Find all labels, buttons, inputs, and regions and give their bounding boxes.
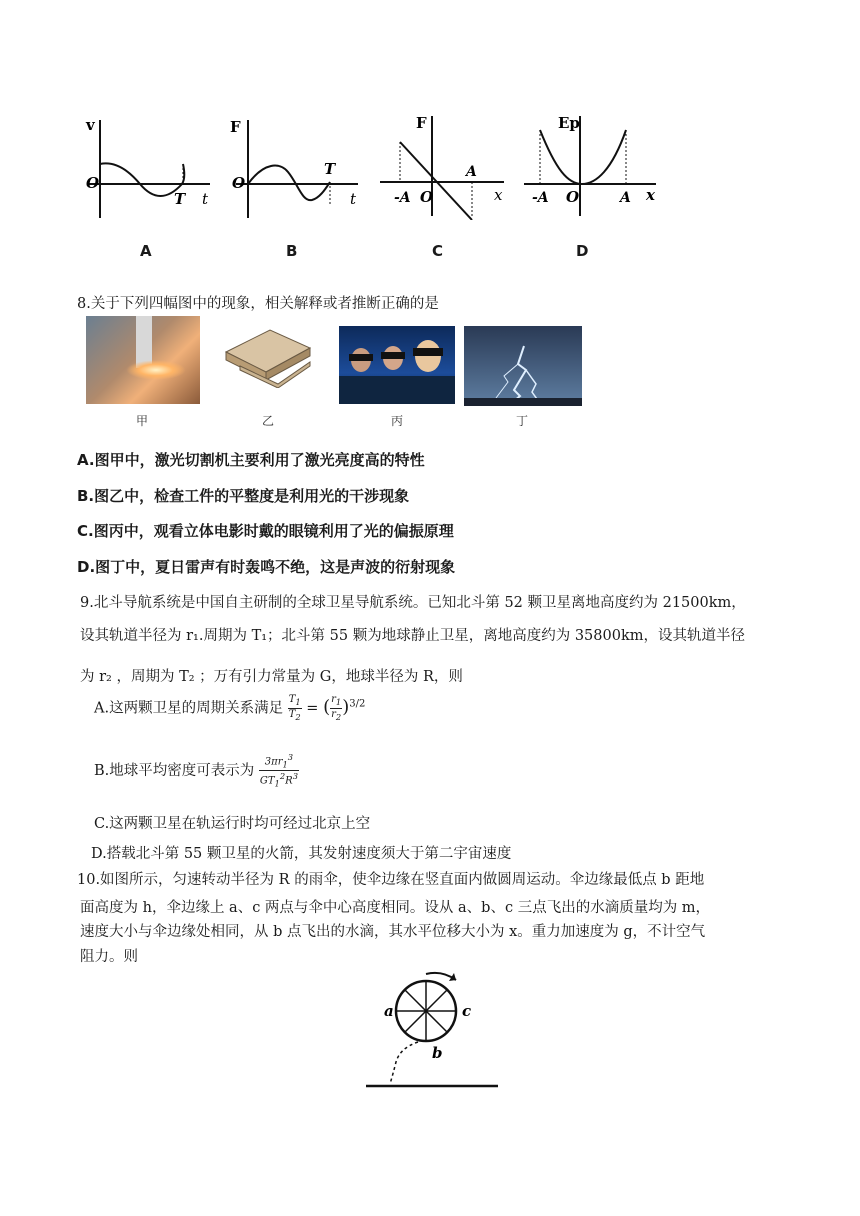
graph-c-xaxis: x — [494, 186, 503, 204]
graph-d-right-tick: A — [620, 190, 631, 206]
graph-a-label: A — [140, 242, 152, 260]
q10-point-b: b — [432, 1044, 443, 1062]
q9-formula-density: $\frac{3\pi r_1^3}{GT_1^2R^3}$ — [259, 752, 299, 789]
q10-line2: 面高度为 h，伞边缘上 a、c 两点与伞中心高度相同。设从 a、b、c 三点飞出的水滴质量均为 m， — [80, 900, 711, 916]
q8-stem: 8.关于下列四幅图中的现象，相关解释或者推断正确的是 — [77, 296, 439, 312]
graph-d-label: D — [576, 242, 589, 260]
graph-b-origin: O — [232, 174, 246, 192]
graph-b — [226, 112, 366, 222]
q8-photo-jia — [86, 316, 200, 404]
q8-option-d: D.图丁中，夏日雷声有时轰鸣不绝，这是声波的衍射现象 — [77, 558, 456, 576]
q8-option-a: A.图甲中，激光切割机主要利用了激光亮度高的特性 — [77, 451, 425, 469]
q8-caption-ding: 丁 — [516, 414, 529, 428]
graph-b-label: B — [286, 242, 298, 260]
graph-a-marker: T — [174, 190, 186, 208]
graph-c-yaxis: F — [416, 114, 427, 132]
graph-c — [376, 110, 516, 220]
q10-line3: 速度大小与伞边缘处相同，从 b 点飞出的水滴，其水平位移大小为 x。重力加速度为 g，不计空气 — [80, 924, 706, 940]
q9-line2: 设其轨道半径为 r₁.周期为 T₁；北斗第 55 颗为地球静止卫星，离地高度约为 35800km，设其轨道半径 — [80, 628, 745, 644]
q8-photo-bing — [339, 326, 455, 404]
q8-option-b: B.图乙中，检查工件的平整度是利用光的干涉现象 — [77, 487, 410, 505]
q8-photo-yi — [222, 322, 314, 388]
graph-d — [520, 110, 660, 220]
graph-c-label: C — [432, 242, 444, 260]
q9-option-d: D.搭载北斗第 55 颗卫星的火箭，其发射速度须大于第二宇宙速度 — [91, 846, 512, 862]
graph-c-right-tick: A — [466, 164, 477, 180]
graph-c-left-tick: -A — [394, 190, 411, 206]
q8-caption-bing: 丙 — [391, 414, 404, 428]
q8-caption-yi: 乙 — [262, 414, 275, 428]
q9-option-b-text: B.地球平均密度可表示为 — [94, 762, 255, 779]
graph-a-origin: O — [86, 174, 100, 192]
q9-option-a: A.这两颗卫星的周期关系满足 $\frac{T_1}{T_2}$ = ( $\frac{r_1}{r_2}$ )$^{3/2}$ — [94, 694, 366, 722]
q8-photo-ding — [464, 326, 582, 406]
q9-line3: 为 r₂ ，周期为 T₂ ；万有引力常量为 G，地球半径为 R，则 — [80, 669, 463, 685]
graph-b-xaxis: t — [350, 190, 357, 208]
q9-formula-period-ratio: $\frac{T_1}{T_2}$ — [288, 694, 301, 722]
graph-a-xaxis: t — [202, 190, 209, 208]
q10-point-a: a — [384, 1002, 394, 1020]
graphs-row — [0, 0, 860, 270]
q8-caption-jia: 甲 — [136, 414, 149, 428]
q9-option-c: C.这两颗卫星在轨运行时均可经过北京上空 — [94, 816, 371, 832]
graph-b-yaxis: F — [230, 118, 241, 136]
graph-d-yaxis: Ep — [558, 114, 580, 132]
q8-option-c: C.图丙中，观看立体电影时戴的眼镜利用了光的偏振原理 — [77, 522, 454, 540]
q9-option-a-text: A.这两颗卫星的周期关系满足 — [94, 700, 284, 717]
graph-a-yaxis: v — [86, 116, 95, 134]
q10-point-c: c — [462, 1002, 472, 1020]
q9-option-b — [94, 752, 299, 790]
q10-umbrella-figure — [360, 966, 510, 1096]
graph-d-origin: O — [566, 188, 580, 206]
graph-a — [78, 112, 218, 222]
graph-c-origin: O — [420, 188, 434, 206]
graph-d-xaxis: x — [646, 186, 655, 204]
graph-b-marker: T — [324, 160, 336, 178]
q10-line4: 阻力。则 — [80, 949, 138, 965]
q10-line1: 10.如图所示，匀速转动半径为 R 的雨伞，使伞边缘在竖直面内做圆周运动。伞边缘最低点 b 距地 — [77, 872, 705, 888]
graph-d-left-tick: -A — [532, 190, 549, 206]
q9-line1: 9.北斗导航系统是中国自主研制的全球卫星导航系统。已知北斗第 52 颗卫星离地高度约为 21500km， — [80, 595, 746, 611]
